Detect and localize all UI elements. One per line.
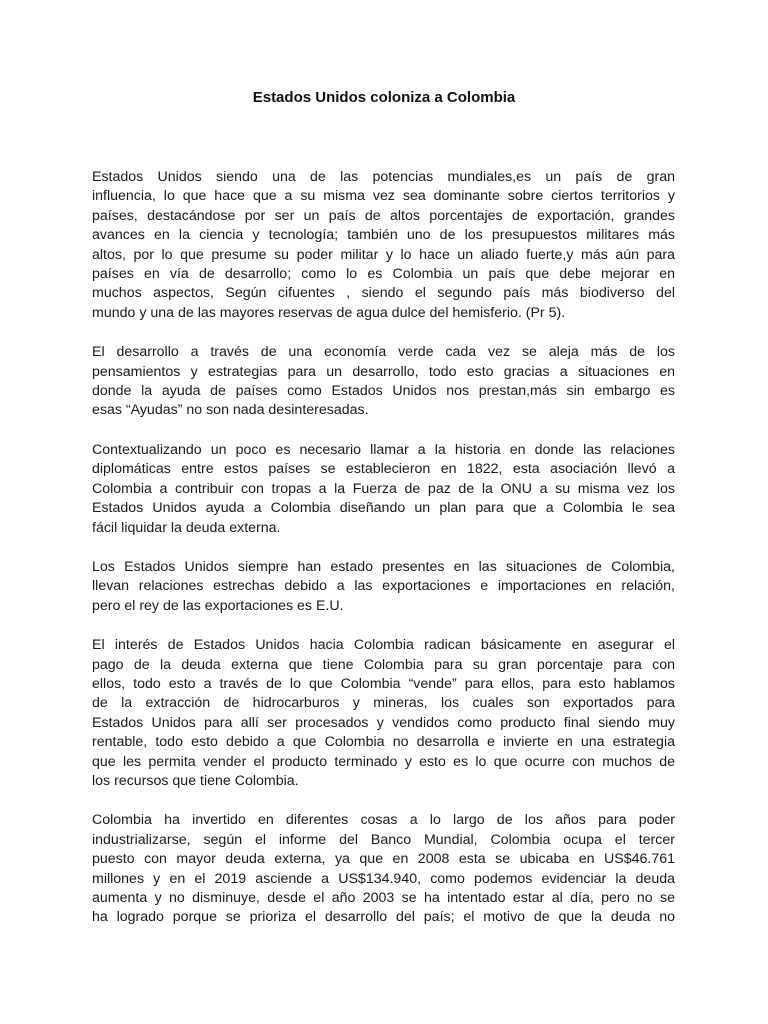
paragraph-line: Estados Unidos para allí ser procesados y vendidos como producto final siendo muy (92, 714, 675, 731)
paragraph-line: donde la ayuda de países como Estados Unidos nos prestan,más sin embargo es (92, 383, 675, 400)
paragraph-line: Colombia a contribuir con tropas a la Fuerza de paz de la ONU a su misma vez los (92, 480, 675, 497)
body-paragraph (92, 636, 675, 791)
paragraph-line: industrializarse, según el informe del Banco Mundial, Colombia ocupa el tercer (92, 831, 675, 848)
body-paragraph (92, 343, 675, 421)
paragraph-line: mundo y una de las mayores reservas de agua dulce del hemisferio. (Pr 5). (92, 304, 566, 321)
document-title: Estados Unidos coloniza a Colombia (252, 89, 516, 106)
paragraph-line: que les permita vender el producto terminado y esto es lo que ocurre con muchos de (92, 753, 675, 770)
paragraph-line: influencia, lo que hace que a su misma vez sea dominante sobre ciertos territorios y (92, 188, 675, 205)
paragraph-line: pero el rey de las exportaciones es E.U. (92, 597, 344, 614)
paragraph-line: diplomáticas entre estos países se establecieron en 1822, esta asociación llevó a (92, 461, 675, 478)
paragraph-line: fácil liquidar la deuda externa. (92, 519, 281, 536)
paragraph-line: países en vía de desarrollo; como lo es Colombia un país que debe mejorar en (92, 266, 675, 283)
paragraph-line: altos, por lo que presume su poder militar y lo hace un aliado fuerte,y más aún para (92, 246, 675, 263)
paragraph-line: ha logrado porque se prioriza el desarrollo del país; el motivo de que la deuda no (92, 909, 675, 926)
paragraph-line: Estados Unidos siendo una de las potencias mundiales,es un país de gran (92, 169, 675, 185)
paragraph-line: Colombia ha invertido en diferentes cosas a lo largo de los años para poder (92, 812, 675, 829)
body-paragraph (92, 441, 675, 538)
paragraph-line: avances en la ciencia y tecnología; también uno de los presupuestos militares más (92, 227, 675, 244)
paragraph-line: rentable, todo esto debido a que Colombia no desarrolla e invierte en una estrategia (92, 734, 675, 751)
paragraph-line: llevan relaciones estrechas debido a las exportaciones e importaciones en relación, (92, 578, 675, 595)
paragraph-line: muchos aspectos, Según cifuentes , siendo el segundo país más biodiverso del (92, 285, 675, 302)
paragraph-line: esas “Ayudas” no son nada desinteresadas. (92, 402, 369, 419)
paragraph-line: puesto con mayor deuda externa, ya que en 2008 esta se ubicaba en US$46.761 (92, 851, 675, 868)
paragraph-line: ellos, todo esto a través de lo que Colombia “vende” para ellos, para esto hablamos (92, 675, 675, 692)
body-paragraph (92, 168, 675, 323)
paragraph-line: aumenta y no disminuye, desde el año 2003 se ha intentado estar al día, pero no se (92, 890, 675, 906)
paragraph-line: pensamientos y estrategias para un desarrollo, todo esto gracias a situaciones en (92, 363, 675, 380)
paragraph-line: los recursos que tiene Colombia. (92, 772, 299, 789)
paragraph-line: El interés de Estados Unidos hacia Colombia radican básicamente en asegurar el (92, 637, 675, 654)
paragraph-line: El desarrollo a través de una economía verde cada vez se aleja más de los (92, 344, 675, 361)
paragraph-line: de la extracción de hidrocarburos y mineras, los cuales son exportados para (92, 695, 675, 712)
paragraph-line: millones y en el 2019 asciende a US$134.940, como podemos evidenciar la deuda (92, 870, 675, 887)
document-body (92, 168, 675, 948)
paragraph-line: países, destacándose por ser un país de altos porcentajes de exportación, grandes (92, 207, 675, 224)
body-paragraph (92, 558, 675, 616)
paragraph-line: Contextualizando un poco es necesario llamar a la historia en donde las relaciones (92, 441, 675, 458)
body-paragraph (92, 811, 675, 927)
paragraph-line: Estados Unidos ayuda a Colombia diseñando un plan para que a Colombia le sea (92, 500, 675, 517)
paragraph-line: pago de la deuda externa que tiene Colombia para su gran porcentaje para con (92, 656, 675, 673)
paragraph-line: Los Estados Unidos siempre han estado presentes en las situaciones de Colombia, (92, 558, 675, 575)
